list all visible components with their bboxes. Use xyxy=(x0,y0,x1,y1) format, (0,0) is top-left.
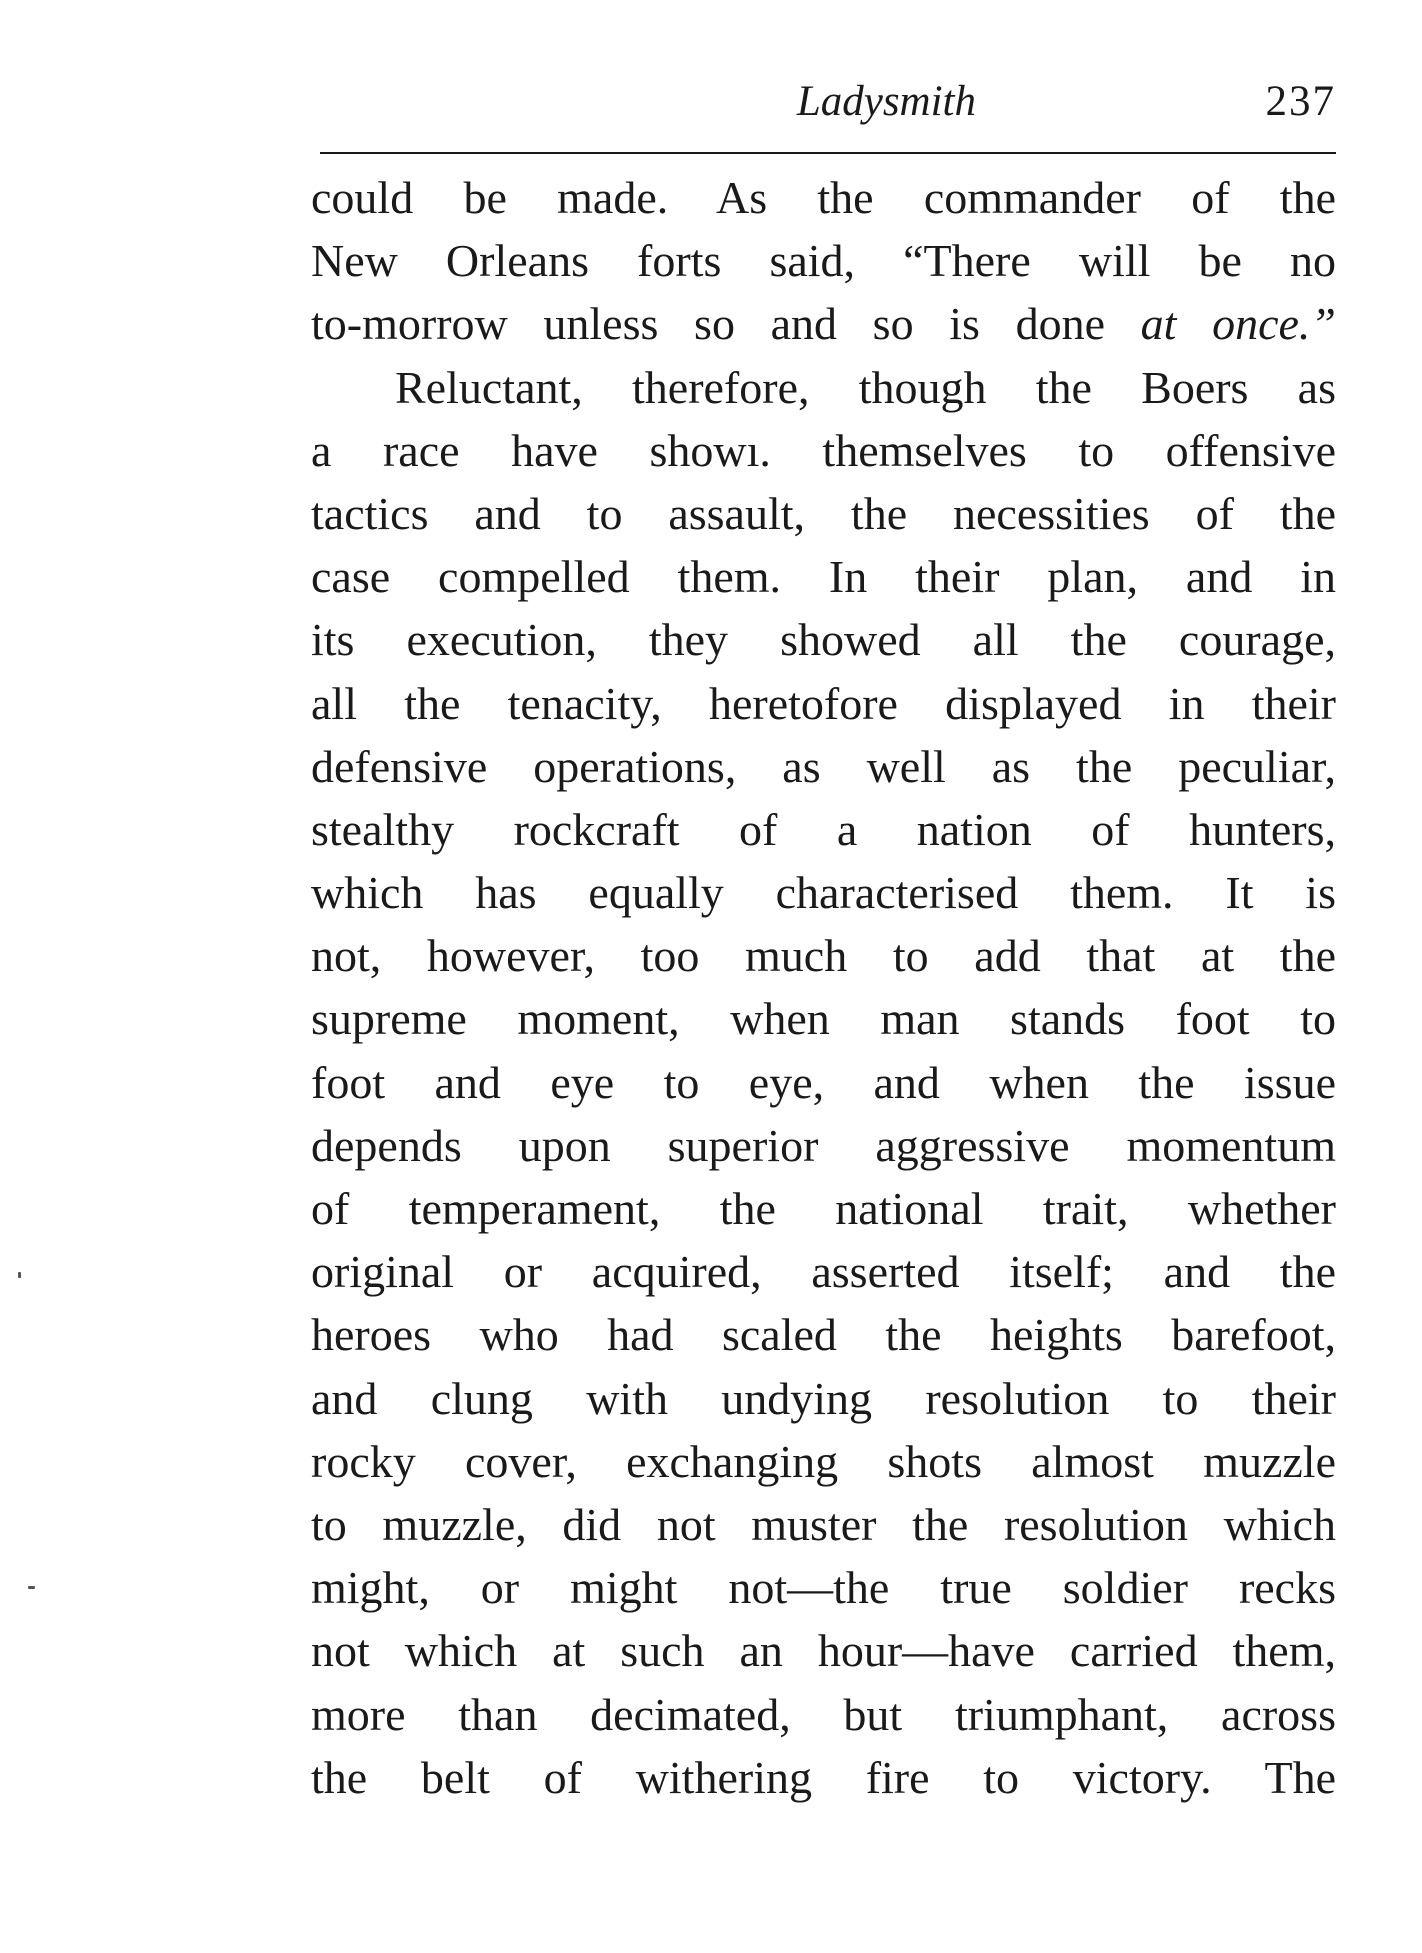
text-line-roman: to-morrow unless so and so is done xyxy=(311,298,1105,350)
text-line: rocky cover, exchanging shots almost muzzle xyxy=(311,1435,1336,1487)
text-line: a race have showı. themselves to offensive xyxy=(311,424,1336,476)
italic-word: at xyxy=(1140,298,1177,350)
text-line: which has equally characterised them. It is xyxy=(311,867,1336,919)
text-line: stealthy rockcraft of a nation of hunters, xyxy=(311,803,1336,855)
text-line: its execution, they showed all the courage, xyxy=(311,614,1336,666)
text-line: not, however, too much to add that at the xyxy=(311,930,1336,982)
margin-speck xyxy=(28,1586,35,1589)
text-line: and clung with undying resolution to their xyxy=(311,1372,1336,1424)
running-title: Ladysmith xyxy=(796,78,976,125)
page-number: 237 xyxy=(1265,78,1336,125)
text-line: original or acquired, asserted itself; and the xyxy=(311,1246,1336,1298)
text-line: to muzzle, did not muster the resolution which xyxy=(311,1498,1336,1550)
text-line: defensive operations, as well as the peculiar, xyxy=(311,740,1336,792)
text-line: all the tenacity, heretofore displayed in their xyxy=(311,677,1336,729)
text-line: could be made. As the commander of the xyxy=(311,172,1336,223)
text-line: supreme moment, when man stands foot to xyxy=(311,993,1336,1045)
header-rule xyxy=(320,152,1336,154)
paragraph-first-line: Reluctant, therefore, though the Boers as xyxy=(395,361,1336,413)
text-line: depends upon superior aggressive momentum xyxy=(311,1119,1336,1171)
text-line: heroes who had scaled the heights barefoot, xyxy=(311,1309,1336,1361)
margin-speck xyxy=(18,1272,21,1278)
text-line: tactics and to assault, the necessities of the xyxy=(311,487,1336,539)
text-line: not which at such an hour—have carried them, xyxy=(311,1625,1336,1677)
text-line: might, or might not—the true soldier recks xyxy=(311,1562,1336,1614)
text-line: foot and eye to eye, and when the issue xyxy=(311,1056,1336,1108)
text-line: New Orleans forts said, “There will be no xyxy=(311,235,1336,287)
body-text xyxy=(311,166,1336,1809)
text-line: case compelled them. In their plan, and in xyxy=(311,551,1336,603)
text-line: more than decimated, but triumphant, across xyxy=(311,1688,1336,1740)
text-line xyxy=(311,292,1336,355)
text-line: the belt of withering fire to victory. The xyxy=(311,1751,1336,1803)
running-head xyxy=(320,72,1336,132)
text-line: of temperament, the national trait, whether xyxy=(311,1183,1336,1234)
italic-word: once.” xyxy=(1212,298,1336,350)
